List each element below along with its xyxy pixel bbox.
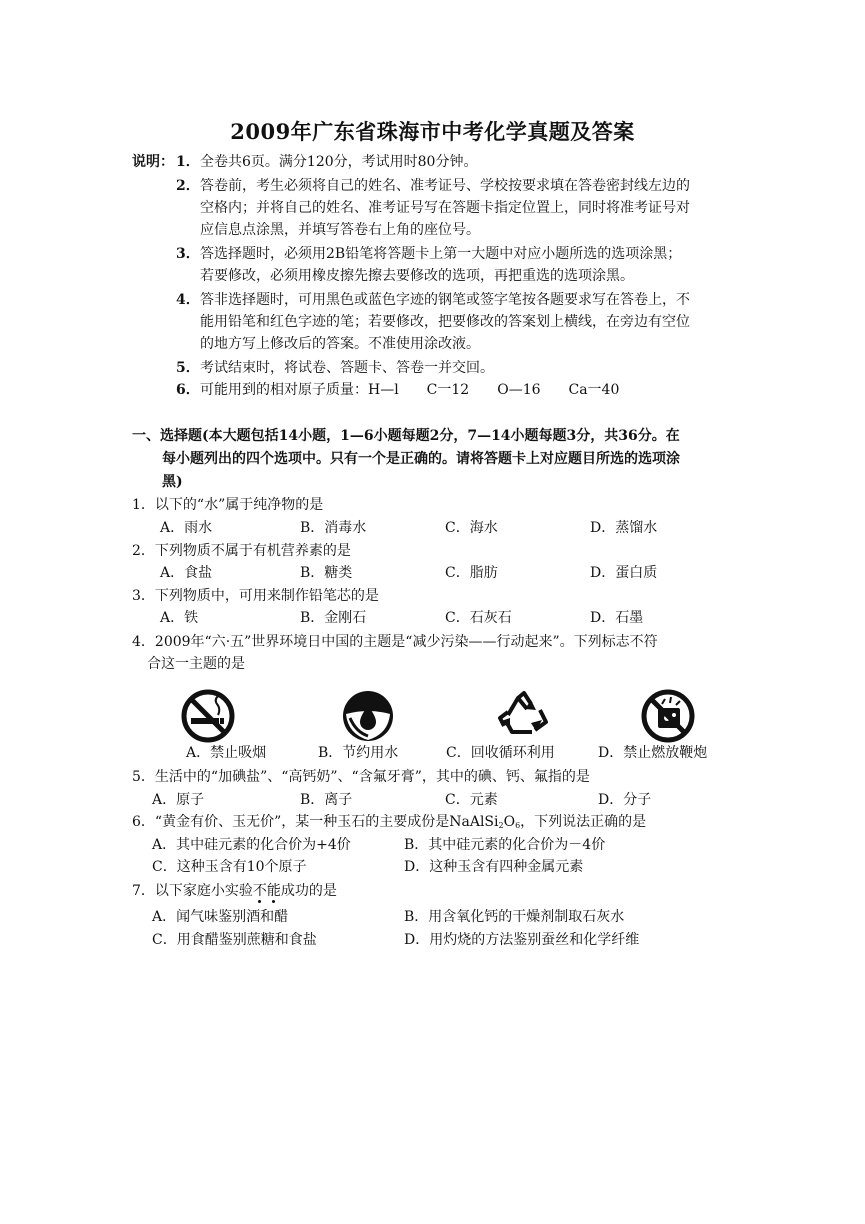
instruction-text: 能用铅笔和红色字迹的笔；若要修改，把要修改的答案划上横线，在旁边有空位 xyxy=(200,314,690,330)
question-stem xyxy=(132,812,646,836)
stem-suffix: ，下列说法正确的是 xyxy=(520,814,647,830)
instruction-num: 5． xyxy=(176,360,200,376)
instruction-num: 6． xyxy=(176,382,200,398)
option-b: B．金刚石 xyxy=(300,610,367,626)
option-c: C．用食醋鉴别蔗糖和食盐 xyxy=(152,932,317,948)
save-water-icon xyxy=(340,688,396,744)
emphasis-char: 能 xyxy=(266,883,281,899)
stem-part: 7．以下家庭小实验 xyxy=(132,883,253,899)
formula-part: NaAlSi xyxy=(449,814,499,830)
option-d: D．石墨 xyxy=(590,610,644,626)
formula-subscript: 6 xyxy=(515,821,521,830)
stem-part: 成功的是 xyxy=(280,883,337,899)
instruction-text: 答选择题时，必须用2B铅笔将答题卡上第一大题中对应小题所选的选项涂黑； xyxy=(200,246,682,262)
option-a: A．原子 xyxy=(152,792,205,808)
page-title: 2009年广东省珠海市中考化学真题及答案 xyxy=(230,119,635,144)
question-stem: 4．2009年“六·五”世界环境日中国的主题是“减少污染——行动起来”。下列标志不符 xyxy=(132,634,658,650)
instruction-text: 空格内；并将自己的姓名、准考证号写在答题卡指定位置上，同时将准考证号对 xyxy=(200,200,690,216)
option-c: C．脂肪 xyxy=(445,565,498,581)
option-a: A．其中硅元素的化合价为+4价 xyxy=(152,837,351,853)
instruction-num: 3． xyxy=(176,246,200,262)
option-d: D．禁止燃放鞭炮 xyxy=(598,745,708,761)
option-d: D．蒸馏水 xyxy=(590,520,658,536)
section-header-line: 每小题列出的四个选项中。只有一个是正确的。请将答题卡上对应题目所选的选项涂 xyxy=(162,451,680,467)
option-b: B．其中硅元素的化合价为－4价 xyxy=(404,837,606,853)
option-c: C．回收循环利用 xyxy=(446,745,555,761)
option-b: B．节约用水 xyxy=(318,745,399,761)
option-d: D．分子 xyxy=(598,792,652,808)
formula-part: O xyxy=(503,814,516,830)
option-c: C．元素 xyxy=(445,792,498,808)
stem-prefix: 6．“黄金有价、玉无价”，某一种玉石的主要成份是 xyxy=(132,814,450,830)
option-b: B．消毒水 xyxy=(300,520,367,536)
no-firecrackers-icon xyxy=(640,688,696,744)
instruction-text: 的地方写上修改后的答案。不准使用涂改液。 xyxy=(200,336,480,352)
no-smoking-icon xyxy=(180,688,236,744)
instruction-text: 若要修改，必须用橡皮擦先擦去要修改的选项，再把重选的选项涂黑。 xyxy=(200,268,634,284)
instruction-text: 可能用到的相对原子质量：H—l C一12 O—16 Ca一40 xyxy=(200,382,620,398)
instruction-text: 考试结束时，将试卷、答题卡、答卷一并交回。 xyxy=(200,360,494,376)
option-a: A．食盐 xyxy=(160,565,213,581)
option-c: C．这种玉含有10个原子 xyxy=(152,859,307,875)
question-stem xyxy=(132,881,337,901)
instruction-num: 2． xyxy=(176,178,200,194)
option-b: B．用含氧化钙的干燥剂制取石灰水 xyxy=(404,909,625,925)
question-stem: 1．以下的“水”属于纯净物的是 xyxy=(132,497,324,513)
question-stem: 2．下列物质不属于有机营养素的是 xyxy=(132,543,351,559)
emphasis-char: 不 xyxy=(252,883,267,899)
option-a: A．闻气味鉴别酒和醋 xyxy=(152,909,289,925)
option-b: B．离子 xyxy=(300,792,353,808)
instruction-text: 应信息点涂黑，并填写答卷右上角的座位号。 xyxy=(200,222,480,238)
option-a: A．雨水 xyxy=(160,520,213,536)
option-d: D．这种玉含有四种金属元素 xyxy=(404,859,584,875)
option-d: D．用灼烧的方法鉴别蚕丝和化学纤维 xyxy=(404,932,640,948)
option-c: C．石灰石 xyxy=(445,610,512,626)
instruction-text: 答卷前，考生必须将自己的姓名、准考证号、学校按要求填在答卷密封线左边的 xyxy=(200,178,690,194)
instruction-num: 1． xyxy=(176,154,200,170)
instruction-num: 4． xyxy=(176,292,200,308)
instructions-label: 说明： xyxy=(132,154,174,170)
instruction-text: 全卷共6页。满分120分，考试用时80分钟。 xyxy=(200,154,478,170)
option-c: C．海水 xyxy=(445,520,498,536)
question-stem: 合这一主题的是 xyxy=(147,656,245,672)
question-stem: 3．下列物质中，可用来制作铅笔芯的是 xyxy=(132,588,379,604)
option-b: B．糖类 xyxy=(300,565,353,581)
formula-subscript: 2 xyxy=(498,821,504,830)
recycle-icon xyxy=(496,688,552,744)
chemical-formula xyxy=(449,814,520,830)
option-a: A．禁止吸烟 xyxy=(186,745,267,761)
question-stem: 5．生活中的“加碘盐”、“高钙奶”、“含氟牙膏”，其中的碘、钙、氟指的是 xyxy=(132,769,590,785)
section-header-line: 一、选择题(本大题包括14小题，1—6小题每题2分，7—14小题每题3分，共36分。在 xyxy=(132,428,680,444)
instruction-text: 答非选择题时，可用黑色或蓝色字迹的钢笔或签字笔按各题要求写在答卷上，不 xyxy=(200,292,690,308)
option-a: A．铁 xyxy=(160,610,199,626)
section-header-line: 黑) xyxy=(162,474,183,490)
option-d: D．蛋白质 xyxy=(590,565,658,581)
